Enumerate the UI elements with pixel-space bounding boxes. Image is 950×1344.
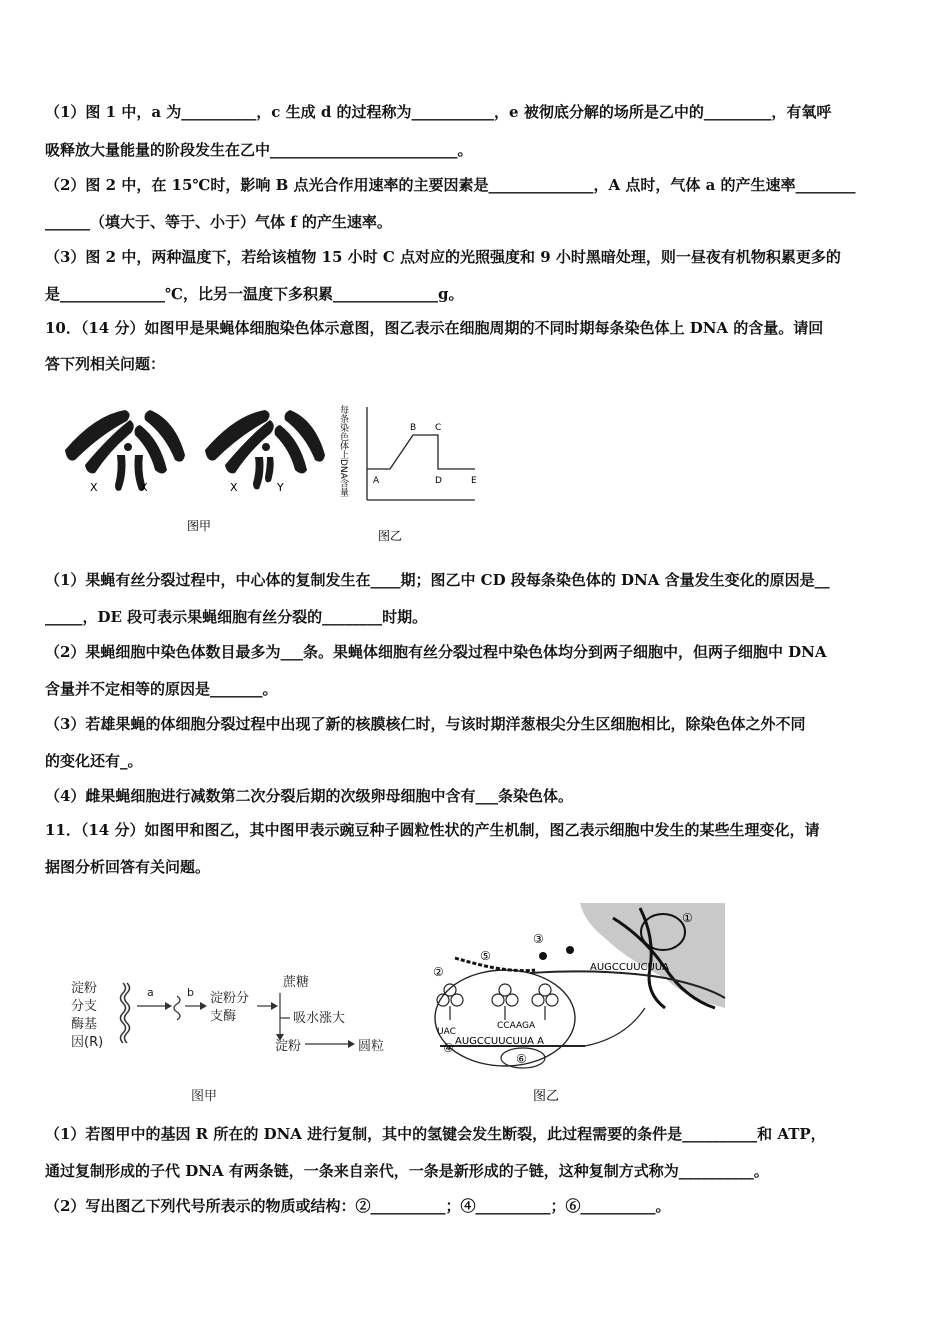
num-2: ② (433, 965, 444, 979)
chromosome-set-male (205, 410, 325, 489)
q9-2-line2: ______（填大于、等于、小于）气体 f 的产生速率。 (45, 213, 392, 231)
q10-stem-line1: 10．（14 分）如图甲是果蝇体细胞染色体示意图，图乙表示在细胞周期的不同时期每条染色体上 DNA 的含量。请回 (45, 319, 824, 337)
sucrose-label: 蔗糖 (283, 975, 310, 990)
gene-label-2: 分支 (71, 999, 98, 1014)
q10-3-line2: 的变化还有_。 (45, 752, 143, 770)
figure-yi (433, 903, 725, 1104)
num-3: ③ (533, 932, 544, 946)
q9-1-line2: 吸释放大量能量的阶段发生在乙中_________________________。 (45, 141, 473, 159)
q11-1-line2: 通过复制形成的子代 DNA 有两条链，一条来自亲代，一条是新形成的子链，这种复制方式称为__________。 (45, 1162, 769, 1180)
num-5: ⑤ (480, 949, 491, 963)
q11-figure-svg (65, 898, 735, 1108)
q11-stem-line2: 据图分析回答有关问题。 (45, 858, 211, 876)
q9-3-line1: （3）图 2 中，两种温度下，若给该植物 15 小时 C 点对应的光照强度和 9 小时黑暗处理，则一昼夜有机物积累更多的 (45, 248, 841, 266)
q9-3-line2: 是______________℃，比另一温度下多积累______________g。 (45, 285, 464, 303)
chrom-label-3: X (230, 481, 238, 494)
q10-1-line1: （1）果蝇有丝分裂过程中，中心体的复制发生在____期；图乙中 CD 段每条染色体的 DNA 含量发生变化的原因是__ (45, 571, 830, 589)
anticodon-1: UAC (437, 1027, 456, 1037)
mrna-strand (174, 996, 180, 1020)
starch-label: 淀粉 (275, 1039, 302, 1054)
gene-helix (125, 983, 130, 1043)
figure-jia (71, 974, 384, 1104)
point-e: E (471, 476, 477, 486)
gene-label-3: 酶基 (71, 1017, 98, 1032)
q9-2-line1: （2）图 2 中，在 15℃时，影响 B 点光合作用速率的主要因素是______________，A 点时，气体 a 的产生速率________ (45, 176, 856, 194)
fig11-caption-jia: 图甲 (191, 1089, 218, 1104)
q11-1-line1: （1）若图甲中的基因 R 所在的 DNA 进行复制，其中的氢键会发生断裂，此过程需要的条件是__________和 ATP， (45, 1125, 826, 1143)
chrom-label-2: X (140, 481, 148, 494)
trna-group (437, 984, 558, 1020)
point-a: A (373, 476, 380, 486)
num-4: ④ (443, 1041, 454, 1055)
fig10-caption-jia: 图甲 (187, 519, 212, 533)
q10-2-line1: （2）果蝇细胞中染色体数目最多为___条。果蝇体细胞有丝分裂过程中染色体均分到两子细胞中，但两子细胞中 DNA (45, 643, 827, 661)
graph-ylabel: 每条染色体上DNA含量 (338, 405, 348, 497)
point-c: C (435, 423, 442, 433)
round-label: 圆粒 (358, 1039, 385, 1054)
q10-1-line2: _____，DE 段可表示果蝇细胞有丝分裂的________时期。 (45, 608, 428, 626)
num-1: ① (682, 911, 693, 925)
seq-top: AUGCCUUCUUA (590, 962, 669, 973)
graph-line (367, 435, 475, 469)
peptide-chain (455, 958, 535, 971)
arrow-b-label: b (187, 986, 194, 999)
fig11-caption-yi: 图乙 (533, 1089, 560, 1104)
gene-label-4: 因(R) (71, 1035, 104, 1050)
seq-bottom: AUGCCUUCUUA A (455, 1036, 544, 1047)
anticodon-2: CCAAGA (497, 1021, 536, 1031)
absorb-label: 吸水涨大 (293, 1011, 346, 1026)
q11-figure (65, 898, 735, 1108)
gene-label-1: 淀粉 (71, 981, 98, 996)
dna-content-graph (338, 404, 477, 543)
q10-4-line: （4）雌果蝇细胞进行减数第二次分裂后期的次级卵母细胞中含有___条染色体。 (45, 787, 573, 805)
num-6: ⑥ (516, 1052, 527, 1066)
arrow-a-label: a (147, 986, 154, 999)
enzyme-label-2: 支酶 (210, 1009, 237, 1024)
point-d: D (435, 476, 442, 486)
fig10-caption-yi: 图乙 (378, 529, 403, 543)
q10-2-line2: 含量并不定相等的原因是_______。 (45, 680, 278, 698)
q11-stem-line1: 11．（14 分）如图甲和图乙，其中图甲表示豌豆种子圆粒性状的产生机制，图乙表示细胞中发生的某些生理变化，请 (45, 821, 820, 839)
q10-3-line1: （3）若雄果蝇的体细胞分裂过程中出现了新的核膜核仁时，与该时期洋葱根尖分生区细胞相比，除染色体之外不同 (45, 715, 806, 733)
q9-1-line1: （1）图 1 中，a 为__________，c 生成 d 的过程称为___________，e 被彻底分解的场所是乙中的_________，有氧呼 (45, 103, 832, 121)
chrom-label-4: Y (277, 481, 284, 494)
enzyme-label-1: 淀粉分 (210, 991, 250, 1006)
q10-figure-svg (55, 395, 505, 555)
q10-figure (55, 395, 505, 555)
q10-stem-line2: 答下列相关问题： (45, 355, 166, 373)
chrom-label-1: X (90, 481, 98, 494)
point-b: B (410, 423, 417, 433)
q11-2-line: （2）写出图乙下列代号所表示的物质或结构：②__________；④__________；⑥__________。 (45, 1197, 671, 1215)
chromosome-set-female (65, 410, 185, 491)
